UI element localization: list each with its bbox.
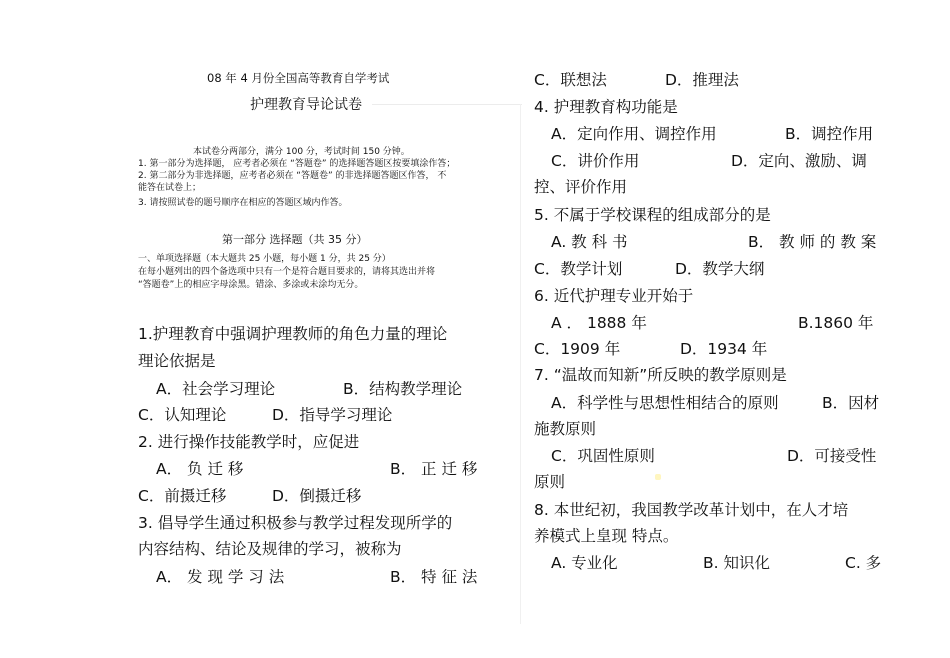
option-b: B． 正 迁 移 [390, 460, 478, 478]
instruction-line: 3. 请按照试卷的题号顺序在相应的答题区域内作答。 [138, 198, 348, 208]
option-a: A． 发 现 学 习 法 [156, 568, 285, 586]
question-text: 8. 本世纪初，我国教学改革计划中，在人才培 [534, 501, 849, 519]
option-c: C. 多 [845, 554, 882, 572]
instruction-line: 1. 第一部分为选择题， 应考者必须在 “答题卷” 的选择题答题区按要填涂作答； [138, 159, 456, 169]
option-b: B．因材 [822, 394, 880, 412]
question-text: 3. 倡导学生通过积极参与教学过程发现所学的 [138, 514, 453, 532]
option-c: C．前摄迁移 [138, 487, 227, 505]
option-c: C．讲价作用 [551, 152, 640, 170]
instruction-line: 2. 第二部分为非选择题，应考者必须在 “答题卷” 的非选择题答题区作答， 不 [138, 171, 447, 181]
option-c: C．1909 年 [534, 340, 621, 358]
option-continuation: 控、评价作用 [534, 178, 628, 196]
option-d: D．指导学习理论 [272, 406, 393, 424]
section-instruction: 在每小题列出的四个备选项中只有一个是符合题目要求的，请将其选出并将 [138, 267, 436, 277]
option-b: B.1860 年 [798, 314, 874, 332]
option-b: B．结构教学理论 [343, 380, 463, 398]
question-text: 2. 进行操作技能教学时，应促进 [138, 433, 360, 451]
section-title: 第一部分 选择题（共 35 分） [222, 233, 368, 246]
option-a: A．科学性与思想性相结合的原则 [551, 394, 779, 412]
option-d: D．1934 年 [680, 340, 768, 358]
section-instruction: 一、单项选择题（本大题共 25 小题，每小题 1 分，共 25 分） [138, 254, 391, 264]
option-a: A. 专业化 [551, 554, 618, 572]
scan-artifact [655, 474, 661, 480]
instruction-line: 能答在试卷上； [138, 183, 202, 193]
faint-guide-line [520, 104, 521, 624]
exam-title: 08 年 4 月份全国高等教育自学考试 [207, 71, 390, 85]
question-text: 1.护理教育中强调护理教师的角色力量的理论 [138, 325, 448, 343]
option-c: C．巩固性原则 [551, 447, 655, 465]
option-a: A ． 1888 年 [551, 314, 647, 332]
option-c: C．联想法 [534, 71, 607, 89]
instruction-line: 本试卷分两部分，满分 100 分，考试时间 150 分钟。 [193, 147, 410, 157]
question-text: 养模式上皇现 特点。 [534, 527, 679, 545]
question-text: 理论依据是 [138, 352, 216, 370]
option-c: C．教学计划 [534, 260, 623, 278]
option-d: D．倒摄迁移 [272, 487, 362, 505]
question-text: 5. 不属于学校课程的组成部分的是 [534, 206, 771, 224]
option-d: D．教学大纲 [675, 260, 765, 278]
option-d: D．推理法 [665, 71, 739, 89]
section-instruction: “答题卷”上的相应字母涂黑。错涂、多涂或未涂均无分。 [138, 280, 364, 290]
option-b: B． 特 征 法 [390, 568, 478, 586]
option-b: B. 知识化 [703, 554, 770, 572]
option-d: D．可接受性 [787, 447, 877, 465]
option-d: D．定向、激励、调 [731, 152, 867, 170]
option-continuation: 原则 [534, 473, 566, 491]
faint-guide-line [372, 104, 522, 105]
option-c: C．认知理论 [138, 406, 227, 424]
question-text: 内容结构、结论及规律的学习，被称为 [138, 540, 402, 558]
question-text: 4. 护理教育构功能是 [534, 98, 678, 116]
option-a: A． 负 迁 移 [156, 460, 244, 478]
question-text: 6. 近代护理专业开始于 [534, 287, 694, 305]
option-b: B．调控作用 [785, 125, 874, 143]
question-text: 7. “温故而知新”所反映的教学原则是 [534, 366, 787, 384]
paper-title: 护理教育导论试卷 [250, 97, 362, 113]
option-continuation: 施教原则 [534, 420, 597, 438]
option-a: A．社会学习理论 [156, 380, 276, 398]
option-b: B． 教 师 的 教 案 [748, 233, 877, 251]
option-a: A．定向作用、调控作用 [551, 125, 717, 143]
option-a: A. 教 科 书 [551, 233, 628, 251]
